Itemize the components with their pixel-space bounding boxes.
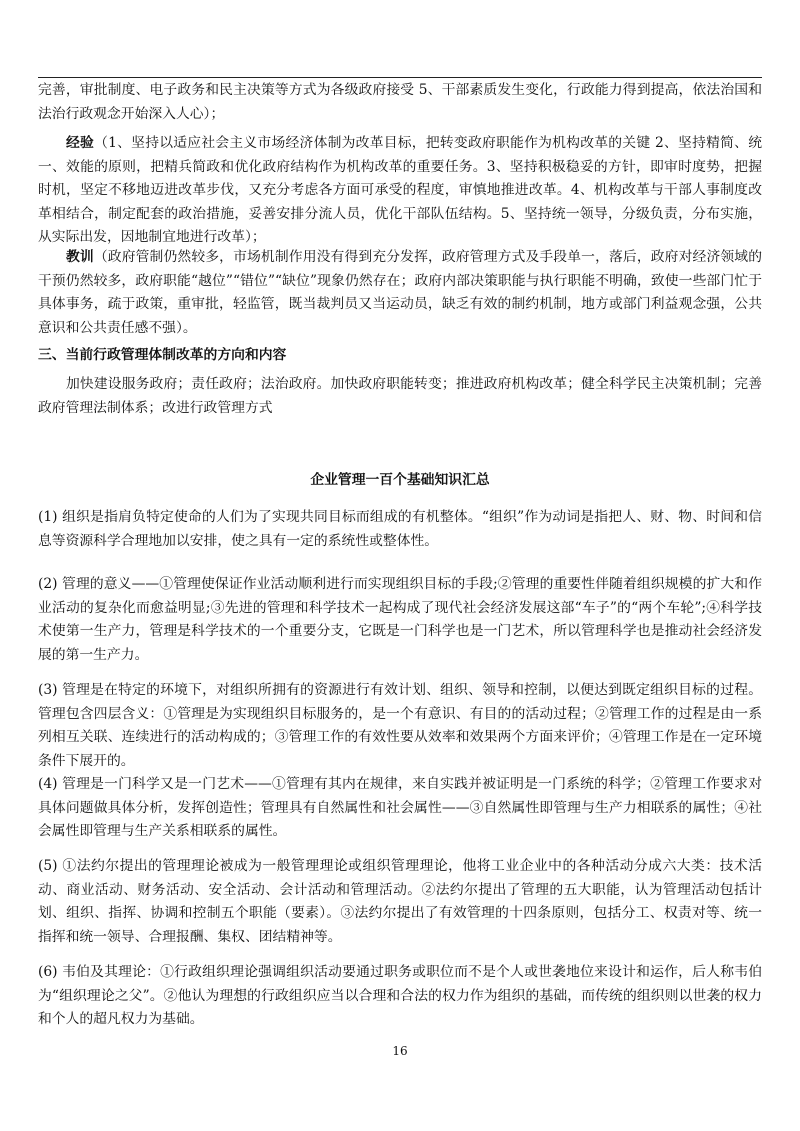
lesson-label: 教训 bbox=[66, 249, 94, 265]
list-item: (1) 组织是指肩负特定使命的人们为了实现共同目标而组成的有机整体。“组织”作为动词是指把人、财、物、时间和信息等资源科学合理地加以安排，使之具有一定的系统性或整体性。 bbox=[38, 509, 762, 549]
intro-paragraph: 完善，审批制度、电子政务和民主决策等方式为各级政府接受 5、干部素质发生变化，行政能力得到提高，依法治国和法治行政观念开始深入人心）； bbox=[38, 82, 762, 122]
list-item: (3) 管理是在特定的环境下，对组织所拥有的资源进行有效计划、组织、领导和控制，以便达到既定组织目标的过程。管理包含四层含义：①管理是为实现组织目标服务的，是一个有意识、有目的的活动过程；②管理工作的过程是由一系列相互关联、连续进行的活动构成的；③管理工作的有效性要从效率和效果两个方面来评价；④管理工作是在一定环境条件下展开的。 bbox=[38, 682, 762, 769]
list-item: (6) 韦伯及其理论：①行政组织理论强调组织活动要通过职务或职位而不是个人或世袭地位来设计和运作，后人称韦伯为“组织理论之父”。②他认为理想的行政组织应当以合理和合法的权力作为组织的基础，而传统的组织则以世袭的权力和个人的超凡权力为基础。 bbox=[38, 964, 762, 1027]
experience-text: （1、坚持以适应社会主义市场经济体制为改革目标，把转变政府职能作为机构改革的关键 2、坚持精简、统一、效能的原则，把精兵简政和优化政府结构作为机构改革的重要任务。3、坚持积极稳妥的方针，即审时度势，把握时机，坚定不移地迈进改革步伐，又充分考虑各方面可承受的程度，审慎地推进改革。4、机构改革与干部人事制度改革相结合，制定配套的政治措施，妥善安排分流人员，优化干部队伍结构。5、坚持统一领导，分级负责，分布实施，从实际出发，因地制宜地进行改革）； bbox=[38, 135, 762, 245]
list-item: (5) ①法约尔提出的管理理论被成为一般管理理论或组织管理理论，他将工业企业中的各种活动分成六大类：技术活动、商业活动、财务活动、安全活动、会计活动和管理活动。②法约尔提出了管理的五大职能，认为管理活动包括计划、组织、指挥、协调和控制五个职能（要素）。③法约尔提出了有效管理的十四条原则，包括分工、权责对等、统一指挥和统一领导、合理报酬、集权、团结精神等。 bbox=[38, 858, 762, 945]
list-item: (4) 管理是一门科学又是一门艺术——①管理有其内在规律，来自实践并被证明是一门系统的科学；②管理工作要求对具体问题做具体分析，发挥创造性；管理具有自然属性和社会属性——③自然属性即管理与生产力相联系的属性；④社会属性即管理与生产关系相联系的属性。 bbox=[38, 776, 762, 839]
experience-paragraph bbox=[38, 132, 762, 250]
lesson-text: （政府管制仍然较多，市场机制作用没有得到充分发挥，政府管理方式及手段单一，落后，政府对经济领域的干预仍然较多，政府职能“越位”“错位”“缺位”现象仍然存在；政府内部决策职能与执行职能不明确，致使一些部门忙于具体事务，疏于政策，重审批，轻监管，既当裁判员又当运动员，缺乏有效的制约机制，地方或部门利益观念强，公共意识和公共责任感不强）。 bbox=[38, 249, 763, 336]
lesson-paragraph bbox=[38, 246, 762, 340]
page-number: 16 bbox=[392, 1044, 408, 1058]
section-heading: 三、当前行政管理体制改革的方向和内容 bbox=[38, 347, 287, 363]
top-divider bbox=[38, 77, 762, 78]
list-item: (2) 管理的意义——①管理使保证作业活动顺利进行而实现组织目标的手段;②管理的重要性伴随着组织规模的扩大和作业活动的复杂化而愈益明显;③先进的管理和科学技术一起构成了现代社会经济发展这部“车子”的“两个车轮”;④科学技术使第一生产力，管理是科学技术的一个重要分支，它既是一门科学也是一门艺术，所以管理科学也是推动社会经济发展的第一生产力。 bbox=[38, 576, 762, 663]
document-title: 企业管理一百个基础知识汇总 bbox=[310, 472, 490, 488]
experience-label: 经验 bbox=[66, 135, 95, 151]
section-paragraph: 加快建设服务政府；责任政府；法治政府。加快政府职能转变；推进政府机构改革；健全科学民主决策机制；完善政府管理法制体系；改进行政管理方式 bbox=[38, 376, 762, 416]
